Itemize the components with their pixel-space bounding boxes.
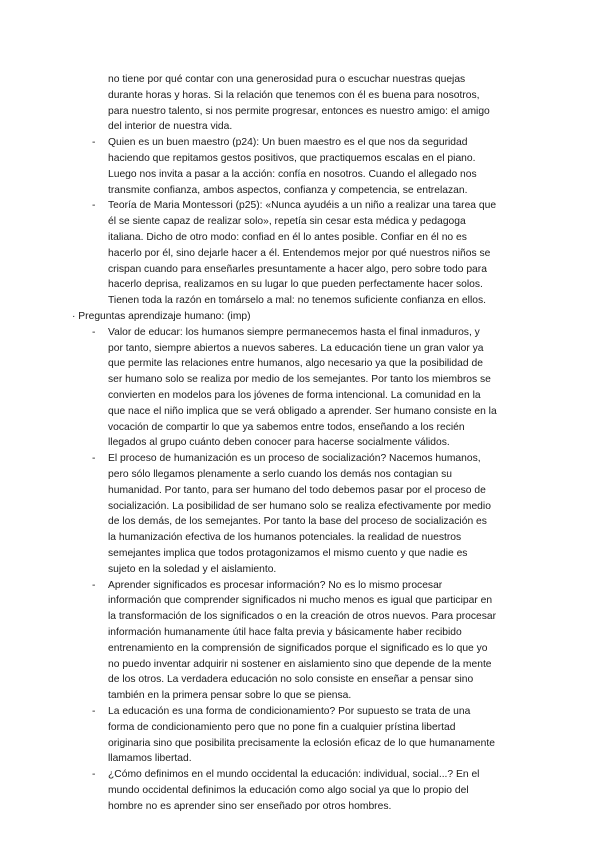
- list-item-line: crispan cuando para enseñarles presuntamente a hacer algo, pero sobre todo para: [108, 263, 487, 275]
- list-item-line: información humanamente útil hace falta previa y básicamente haber recibido: [108, 627, 462, 638]
- list-item-line: la humanización efectiva de los humanos potenciales. la realidad de nuestros: [108, 532, 462, 544]
- list-item-line: ser humano solo se realiza por medio de los semejantes. Por tanto los miembros se: [108, 374, 491, 386]
- list-item-line: hombre no es aprender sino ser enseñado por otros hombres.: [108, 800, 392, 812]
- list-item-line: la transformación de los significados o en la creación de otros nuevos. Para procesar: [108, 611, 497, 623]
- list-item-line: vocación de compartir lo que ya sabemos entre todos, enseñando a los recién: [108, 421, 465, 433]
- list-item-line: convierten en modelos para los jóvenes de forma intencional. La comunidad en la: [108, 390, 481, 401]
- list-item-line: de los otros. La verdadera educación no solo consiste en enseñar a pensar sino: [108, 674, 474, 686]
- list-item-line: también en la primera pensar sobre lo que se piensa.: [108, 690, 352, 702]
- bullet-dash: -: [92, 706, 96, 717]
- paragraph-line: para nuestro talento, si nos permite progresar, entonces es nuestro amigo: el amigo: [108, 105, 490, 117]
- list-item-line: no puedo inventar adquirir ni sostener en aislamiento sino que depende de la mente: [108, 658, 492, 670]
- list-item-line: Luego nos invita a pasar a la acción: confía en nosotros. Cuando el allegado nos: [108, 168, 477, 180]
- list-item-line: haciendo que repitamos gestos positivos, que practiquemos escalas en el piano.: [108, 153, 476, 164]
- list-item-line: forma de condicionamiento pero que no pone fin a cualquier prístina libertad: [108, 721, 456, 733]
- list-item-line: por tanto, siempre abiertos a nuevos saberes. La educación tiene un gran valor ya: [108, 342, 484, 354]
- bullet-dash: -: [92, 453, 96, 465]
- list-item-line: italiana. Dicho de otro modo: confiad en él lo antes posible. Confiar en él no es: [108, 232, 467, 243]
- paragraph-line: durante horas y horas. Si la relación que tenemos con él es buena para nosotros,: [108, 89, 480, 101]
- paragraph-line: del interior de nuestra vida.: [108, 121, 233, 133]
- list-item-line: semejantes implica que todos protagonizamos el mismo cuento y que nadie es: [108, 548, 468, 559]
- list-item-line: El proceso de humanización es un proceso de socialización? Nacemos humanos,: [108, 453, 481, 465]
- list-item-line: originaria sino que posibilita precisamente la eclosión eficaz de lo que humanamente: [108, 737, 495, 749]
- list-item-line: Tienen toda la razón en tomárselo a mal: no tenemos suficiente confianza en ellos.: [108, 295, 486, 307]
- list-item-line: hacerlo por él, sino dejarle hacer a él. Entendemos mejor por qué nuestros niños se: [108, 247, 491, 259]
- list-item-line: Teoría de Maria Montessori (p25): «Nunca ayudéis a un niño a realizar una tarea que: [108, 200, 497, 212]
- list-item-line: humanidad. Por tanto, para ser humano del todo debemos pasar por el proceso de: [108, 484, 486, 496]
- paragraph-line: no tiene por qué contar con una generosidad pura o escuchar nuestras quejas: [108, 74, 466, 85]
- list-item-line: él se siente capaz de realizar solo», repetía sin cesar esta médica y pedagoga: [108, 216, 466, 228]
- list-item-line: La educación es una forma de condicionamiento? Por supuesto se trata de una: [108, 706, 471, 717]
- section-heading: · Preguntas aprendizaje humano: (imp): [72, 311, 251, 322]
- list-item-line: que nace el niño implica que se verá obligado a aprender. Ser humano consiste en la: [108, 405, 497, 417]
- list-item-line: mundo occidental definimos la educación como algo social ya que lo propio del: [108, 785, 469, 796]
- list-item-line: pero sólo llegamos plenamente a serlo cuando los demás nos contagian su: [108, 469, 453, 480]
- list-item-line: llamamos libertad.: [108, 753, 192, 765]
- list-item-line: socialización. La posibilidad de ser humano solo se realiza efectivamente por medio: [108, 500, 491, 512]
- list-item-line: sujeto en la soledad y el aislamiento.: [108, 563, 277, 575]
- list-item-line: entrenamiento en la comprensión de significados porque el significado es lo que yo: [108, 642, 488, 654]
- bullet-dash: -: [92, 579, 96, 591]
- list-item-line: información que comprender significados ni mucho menos es igual que participar en: [108, 595, 493, 607]
- list-item-line: Quien es un buen maestro (p24): Un buen maestro es el que nos da seguridad: [108, 137, 468, 149]
- list-item-line: de los demás, de los semejantes. Por tanto la base del proceso de socialización es: [108, 516, 487, 528]
- list-item-line: que permite las relaciones entre humanos, algo necesario ya que la posibilidad de: [108, 358, 483, 370]
- list-item-line: transmite confianza, ambos aspectos, confianza y competencia, se entrelazan.: [108, 184, 468, 196]
- list-item-line: Valor de educar: los humanos siempre permanecemos hasta el final inmaduros, y: [108, 326, 480, 338]
- bullet-dash: -: [92, 769, 96, 781]
- list-item-line: llegados al grupo cuánto deben conocer para hacerse socialmente válidos.: [108, 437, 450, 449]
- bullet-dash: -: [92, 200, 96, 212]
- bullet-dash: -: [92, 326, 96, 338]
- list-item-line: Aprender significados es procesar información? No es lo mismo procesar: [108, 579, 443, 591]
- bullet-dash: -: [92, 137, 96, 149]
- list-item-line: hacerlo deprisa, realizamos en su lugar lo que pueden perfectamente hacer solos.: [108, 279, 483, 291]
- list-item-line: ¿Cómo definimos en el mundo occidental la educación: individual, social...? En el: [108, 769, 480, 781]
